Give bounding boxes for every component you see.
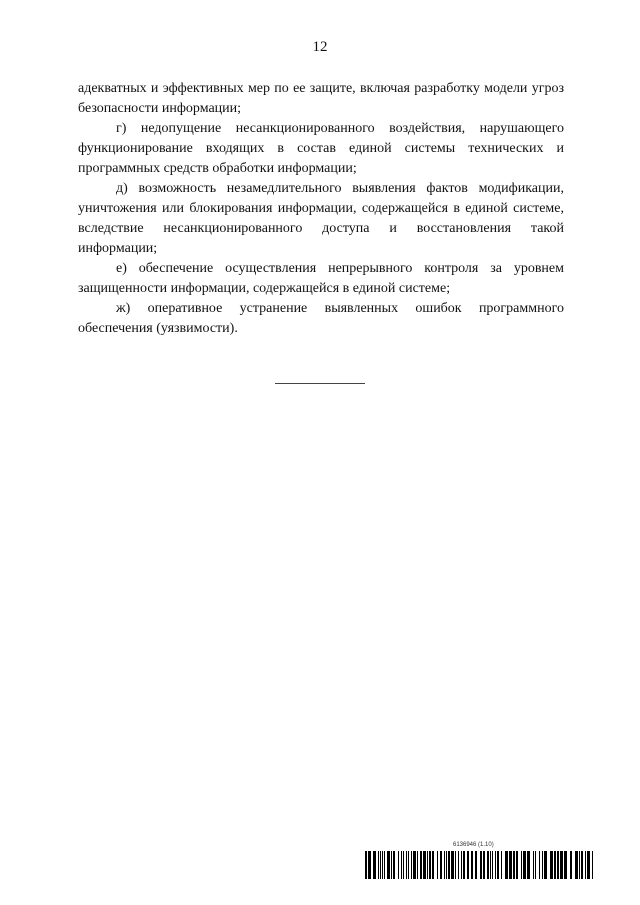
paragraph-item-g: г) недопущение несанкционированного воздействия, нарушающего функционирование входящих в состав единой системы технических и программных средств обработки информации; (78, 121, 564, 176)
barcode-block (365, 842, 593, 879)
paragraph-item-d: д) возможность незамедлительного выявления фактов модификации, уничтожения или блокирования информации, содержащейся в единой системе, вследствие несанкционированного доступа и восстановления такой информации; (78, 181, 564, 256)
barcode-icon (365, 851, 593, 879)
barcode-caption: 6136946 (1.10) (453, 842, 494, 848)
paragraph-item-zh: ж) оперативное устранение выявленных ошибок программного обеспечения (уязвимости). (78, 301, 564, 336)
page-number: 12 (312, 39, 328, 55)
paragraph-item-e: е) обеспечение осуществления непрерывного контроля за уровнем защищенности информации, содержащейся в единой системе; (78, 261, 564, 296)
paragraph-continuation: адекватных и эффективных мер по ее защите, включая разработку модели угроз безопасности информации; (78, 81, 564, 116)
end-of-text-divider (275, 383, 365, 384)
document-body (78, 79, 564, 339)
